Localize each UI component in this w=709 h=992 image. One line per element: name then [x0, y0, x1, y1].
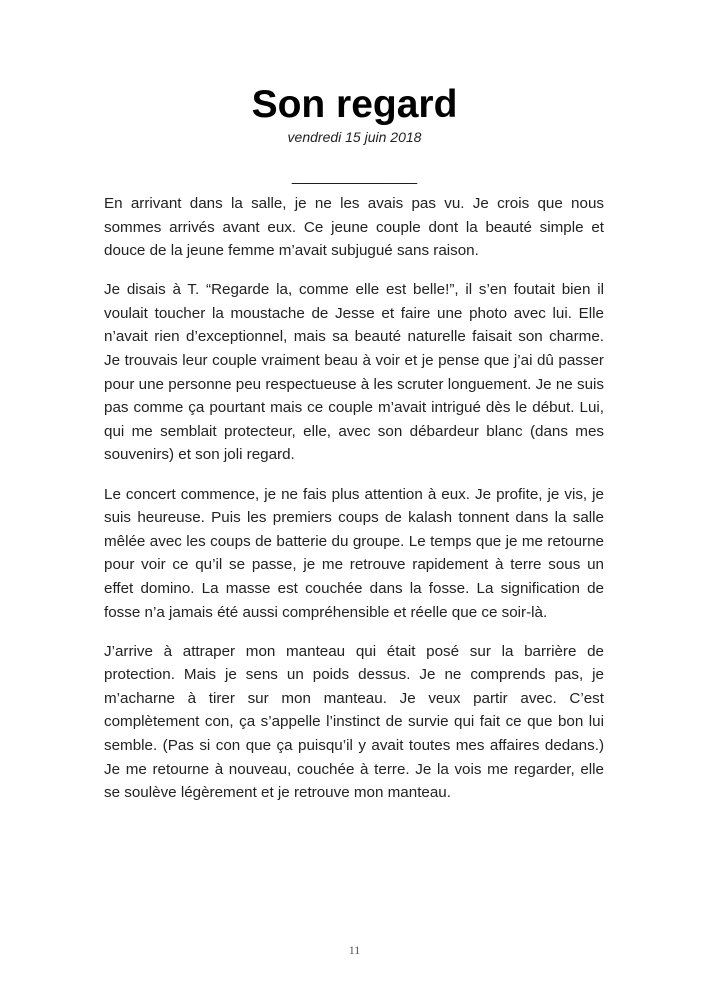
- page-number: 11: [348, 943, 361, 957]
- paragraph-1: En arrivant dans la salle, je ne les avais pas vu. Je crois que nous sommes arrivés avant eux. Ce jeune couple dont la beauté simple et douce de la jeune femme m’avait subjugué sans raison.: [104, 195, 604, 260]
- page-title: Son regard: [251, 83, 458, 126]
- paragraph-4: J’arrive à attraper mon manteau qui était posé sur la barrière de protection. Mais je sens un poids dessus. Je ne comprends pas, je m’acharne à tirer sur mon manteau. Je veux partir avec. C’est complètement con, ça s’appelle l’instinct de survie qui fait ce que bon lui semble. (Pas si con que ça puisqu’il y avait toutes mes affaires dedans.) Je me retourne à nouveau, couchée à terre. Je la vois me regarder, elle se soulève légèrement et je retrouve mon manteau.: [104, 642, 604, 802]
- body-text: [104, 192, 604, 820]
- paragraph-2: Je disais à T. “Regarde la, comme elle est belle!”, il s’en foutait bien il voulait toucher la moustache de Jesse et faire une photo avec lui. Elle n’avait rien d’exceptionnel, mais sa beauté naturelle faisait son charme. Je trouvais leur couple vraiment beau à voir et je pense que j’ai dû passer pour une personne peu respectueuse à les scruter longuement. Je ne suis pas comme ça pourtant mais ce couple m’avait intrigué dès le début. Lui, qui me semblait protecteur, elle, avec son débardeur blanc (dans mes souvenirs) et son joli regard.: [104, 281, 604, 464]
- page-date: vendredi 15 juin 2018: [287, 129, 422, 145]
- paragraph-3: Le concert commence, je ne fais plus attention à eux. Je profite, je vis, je suis heureuse. Puis les premiers coups de kalash tonnent dans la salle mêlée avec les coups de batterie du groupe. Le temps que je me retourne pour voir ce qu’il se passe, je me retrouve rapidement à terre sous un effet domino. La masse est couchée dans la fosse. La signification de fosse n’a jamais été aussi compréhensible et réelle que ce soir-là.: [104, 485, 604, 621]
- title-separator: _______________: [291, 168, 418, 185]
